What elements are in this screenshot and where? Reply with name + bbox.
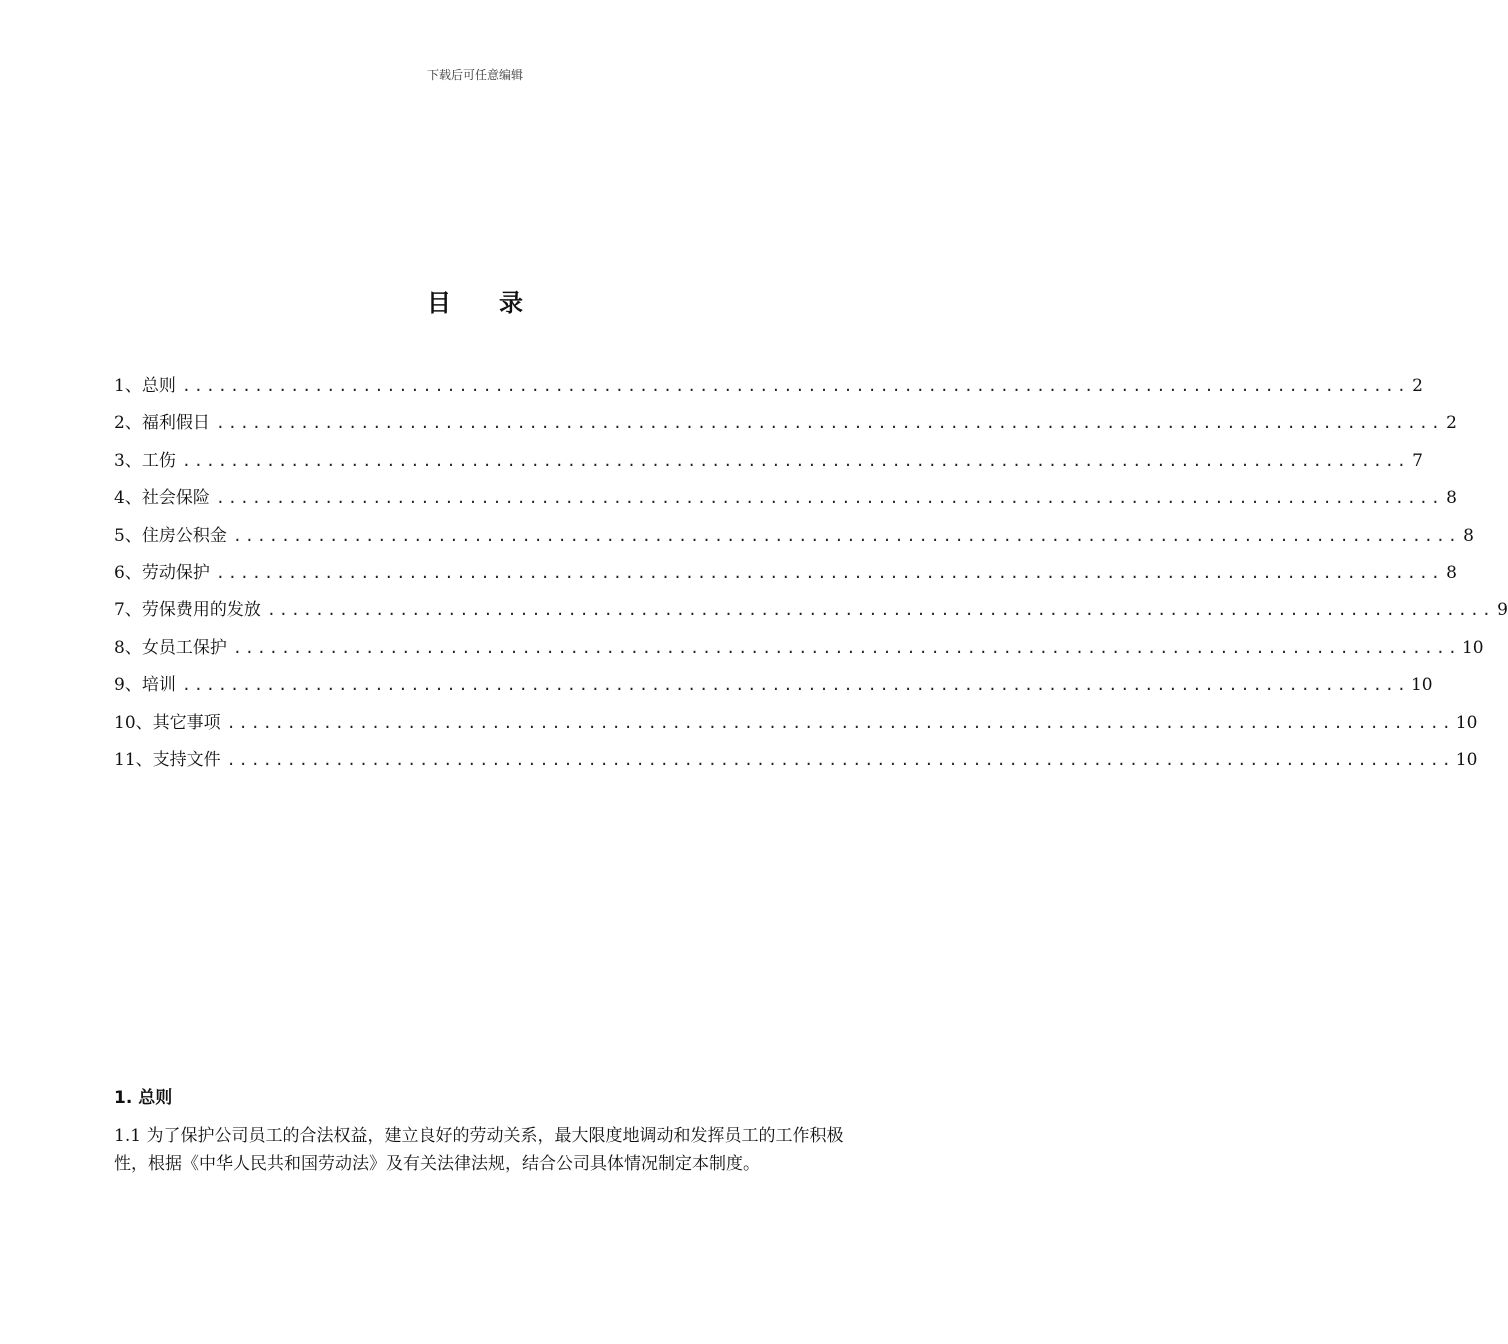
toc-dot-leader: ...................................................................................................... bbox=[232, 638, 1460, 657]
toc-entry-label: 8、女员工保护 bbox=[114, 637, 227, 658]
toc-entry-label: 10、其它事项 bbox=[114, 712, 221, 733]
toc-dot-leader: ...................................................................................................... bbox=[215, 489, 1443, 508]
toc-entry[interactable] bbox=[114, 447, 1423, 484]
toc-dot-leader: ...................................................................................................... bbox=[181, 377, 1409, 395]
toc-entry-page: 9 bbox=[1497, 600, 1508, 621]
toc-entry-page: 8 bbox=[1446, 488, 1457, 509]
toc-entry-label: 5、住房公积金 bbox=[114, 525, 227, 546]
toc-entry-label: 6、劳动保护 bbox=[114, 562, 210, 583]
toc-entry-label: 9、培训 bbox=[114, 675, 176, 696]
section-paragraph: 1.1 为了保护公司员工的合法权益，建立良好的劳动关系，最大限度地调动和发挥员工的工作积极性，根据《中华人民共和国劳动法》及有关法律法规，结合公司具体情况制定本制度。 bbox=[114, 1126, 844, 1174]
toc-entry[interactable] bbox=[114, 746, 1478, 783]
toc-entry[interactable] bbox=[114, 484, 1457, 521]
toc-entry[interactable] bbox=[114, 671, 1433, 708]
toc-entry[interactable] bbox=[114, 409, 1457, 446]
toc-title-char-2: 录 bbox=[499, 288, 523, 317]
toc-dot-leader: ...................................................................................................... bbox=[266, 601, 1494, 620]
toc-entry[interactable] bbox=[114, 709, 1478, 746]
toc-entry-label: 4、社会保险 bbox=[114, 488, 210, 509]
toc-dot-leader: ...................................................................................................... bbox=[181, 451, 1409, 470]
toc-entry-page: 10 bbox=[1455, 749, 1478, 770]
toc-entry-label: 7、劳保费用的发放 bbox=[114, 600, 261, 621]
toc-dot-leader: ...................................................................................................... bbox=[181, 676, 1409, 695]
toc-dot-leader: ...................................................................................................... bbox=[226, 750, 1454, 769]
toc-dot-leader: ...................................................................................................... bbox=[215, 414, 1443, 433]
toc-entry-page: 7 bbox=[1412, 450, 1423, 471]
toc-title-char-1: 目 bbox=[427, 288, 451, 317]
toc-entry-page: 2 bbox=[1412, 376, 1423, 396]
toc-dot-leader: ...................................................................................................... bbox=[226, 713, 1454, 732]
toc-entry-label: 1、总则 bbox=[114, 376, 176, 396]
section-heading: 1. 总则 bbox=[114, 1088, 173, 1108]
toc-entry-page: 2 bbox=[1446, 413, 1457, 434]
table-of-contents bbox=[114, 372, 1508, 783]
toc-entry[interactable] bbox=[114, 522, 1474, 559]
toc-entry-page: 8 bbox=[1463, 525, 1474, 546]
toc-entry[interactable] bbox=[114, 559, 1457, 596]
page-header-note: 下载后可任意编辑 bbox=[426, 68, 523, 82]
toc-dot-leader: ...................................................................................................... bbox=[215, 563, 1443, 582]
toc-entry-label: 2、福利假日 bbox=[114, 413, 210, 434]
toc-entry-label: 3、工伤 bbox=[114, 450, 176, 471]
toc-entry-page: 8 bbox=[1446, 562, 1457, 583]
toc-entry-page: 10 bbox=[1410, 675, 1433, 696]
toc-entry[interactable] bbox=[114, 634, 1484, 671]
toc-dot-leader: ...................................................................................................... bbox=[232, 526, 1460, 545]
toc-entry-page: 10 bbox=[1461, 637, 1484, 658]
toc-entry-page: 10 bbox=[1455, 712, 1478, 733]
toc-entry[interactable] bbox=[114, 372, 1423, 409]
section-general bbox=[114, 1083, 844, 1178]
toc-entry[interactable] bbox=[114, 596, 1508, 633]
toc-title bbox=[0, 283, 950, 318]
toc-entry-label: 11、支持文件 bbox=[114, 749, 221, 770]
